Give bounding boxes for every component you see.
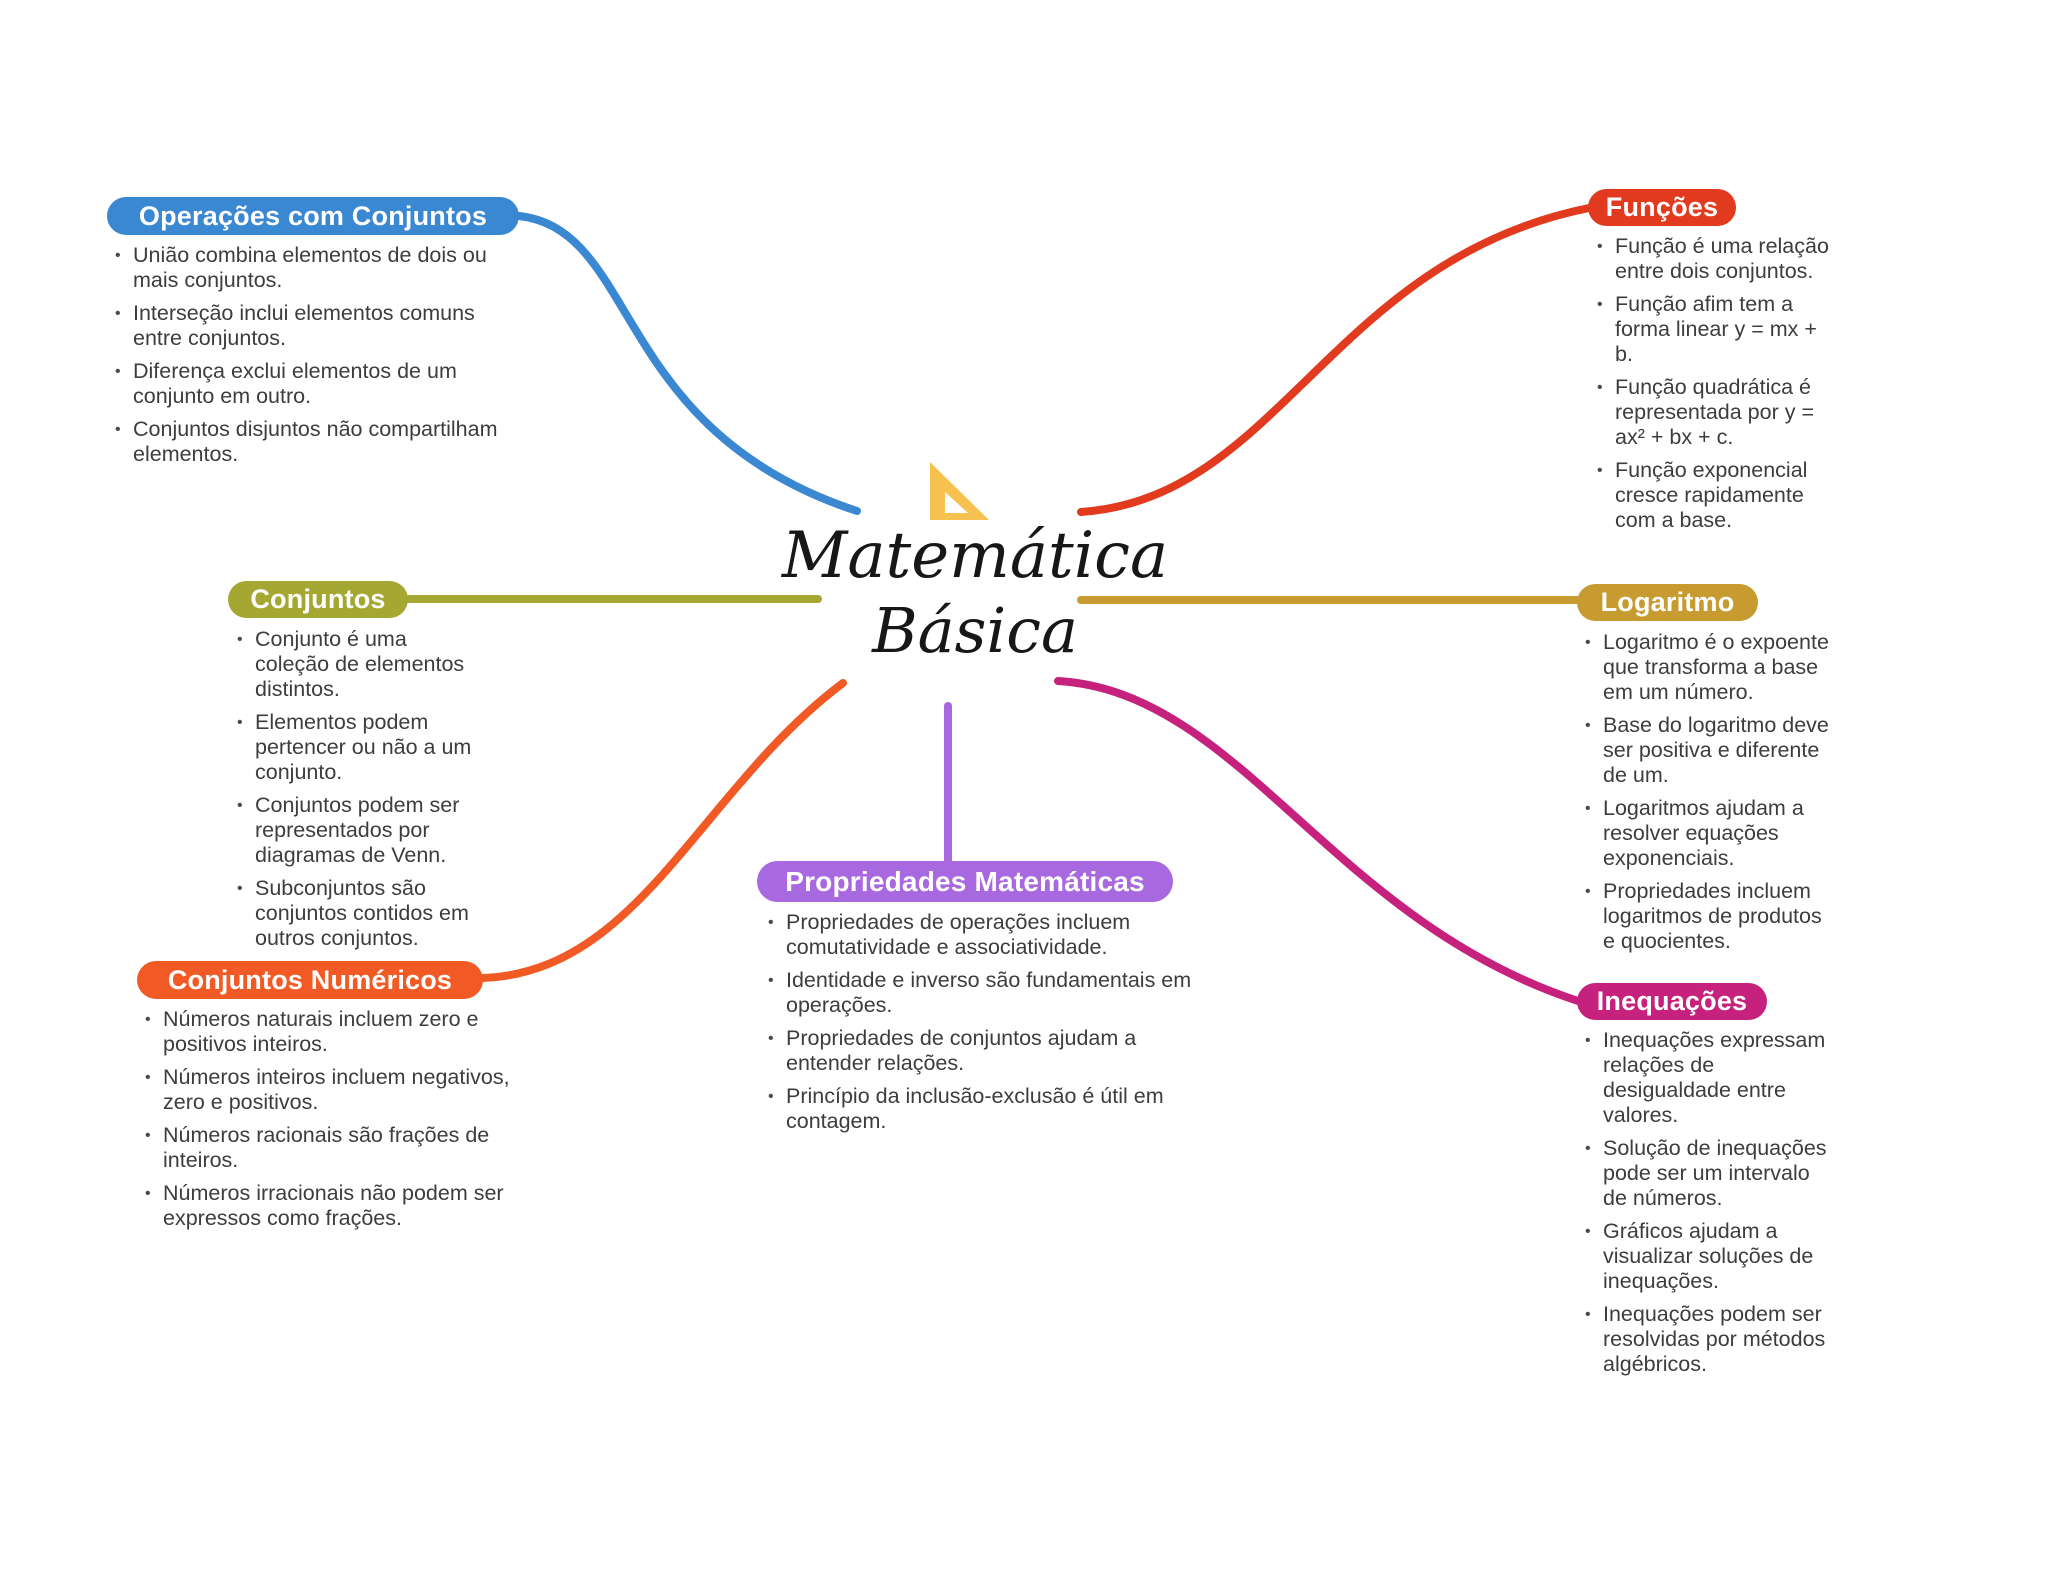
branch-bullets-funcoes [1596,234,1831,541]
bullet-item: • Princípio da inclusão-exclusão é útil em contagem. [767,1084,1192,1134]
branch-pill-funcoes[interactable]: Funções [1588,189,1736,226]
bullet-item: • Números racionais são frações de inteiros. [144,1123,544,1173]
bullet-item: • Propriedades incluem logaritmos de produtos e quocientes. [1584,879,1834,954]
branch-bullets-conjuntos [236,627,481,959]
bullet-item: • Inequações expressam relações de desigualdade entre valores. [1584,1028,1839,1128]
branch-bullets-conjuntos-numericos [144,1007,544,1239]
bullet-item: • Solução de inequações pode ser um intervalo de números. [1584,1136,1839,1211]
bullet-item: • Gráficos ajudam a visualizar soluções de inequações. [1584,1219,1839,1294]
bullet-item: • União combina elementos de dois ou mais conjuntos. [114,243,514,293]
branch-pill-conjuntos[interactable]: Conjuntos [228,581,408,618]
bullet-item: • Conjuntos podem ser representados por diagramas de Venn. [236,793,481,868]
bullet-item: • Números inteiros incluem negativos, zero e positivos. [144,1065,544,1115]
map-title-line1: Matemática [781,519,1169,593]
branch-pill-inequacoes[interactable]: Inequações [1577,983,1767,1020]
bullet-item: • Números naturais incluem zero e positivos inteiros. [144,1007,544,1057]
branch-pill-operacoes-com-conjuntos[interactable]: Operações com Conjuntos [107,197,519,235]
bullet-item: • Conjunto é uma coleção de elementos distintos. [236,627,481,702]
bullet-item: • Logaritmo é o expoente que transforma a base em um número. [1584,630,1834,705]
bullet-item: • Diferença exclui elementos de um conjunto em outro. [114,359,514,409]
bullet-item: • Base do logaritmo deve ser positiva e diferente de um. [1584,713,1834,788]
bullet-item: • Função afim tem a forma linear y = mx + b. [1596,292,1831,367]
bullet-item: • Elementos podem pertencer ou não a um conjunto. [236,710,481,785]
bullet-item: • Números irracionais não podem ser expressos como frações. [144,1181,544,1231]
bullet-item: • Função exponencial cresce rapidamente com a base. [1596,458,1831,533]
connector-operacoes [519,216,857,511]
branch-bullets-operacoes-com-conjuntos [114,243,514,475]
bullet-item: • Logaritmos ajudam a resolver equações exponenciais. [1584,796,1834,871]
bullet-item: • Propriedades de conjuntos ajudam a entender relações. [767,1026,1192,1076]
bullet-item: • Função quadrática é representada por y = ax² + bx + c. [1596,375,1831,450]
bullet-item: • Conjuntos disjuntos não compartilham elementos. [114,417,514,467]
set-square-icon [928,461,992,523]
bullet-item: • Função é uma relação entre dois conjuntos. [1596,234,1831,284]
bullet-item: • Inequações podem ser resolvidas por métodos algébricos. [1584,1302,1839,1377]
branch-bullets-propriedades-matematicas [767,910,1192,1142]
bullet-item: • Subconjuntos são conjuntos contidos em outros conjuntos. [236,876,481,951]
map-title-line2: Básica [872,594,1078,667]
branch-pill-conjuntos-numericos[interactable]: Conjuntos Numéricos [137,961,483,999]
branch-pill-logaritmo[interactable]: Logaritmo [1577,584,1758,621]
bullet-item: • Propriedades de operações incluem comutatividade e associatividade. [767,910,1192,960]
map-title[interactable] [775,518,1175,668]
connector-funcoes [1081,208,1589,512]
bullet-item: • Interseção inclui elementos comuns entre conjuntos. [114,301,514,351]
branch-bullets-inequacoes [1584,1028,1839,1385]
branch-pill-propriedades-matematicas[interactable]: Propriedades Matemáticas [757,861,1173,902]
bullet-item: • Identidade e inverso são fundamentais em operações. [767,968,1192,1018]
branch-bullets-logaritmo [1584,630,1834,962]
